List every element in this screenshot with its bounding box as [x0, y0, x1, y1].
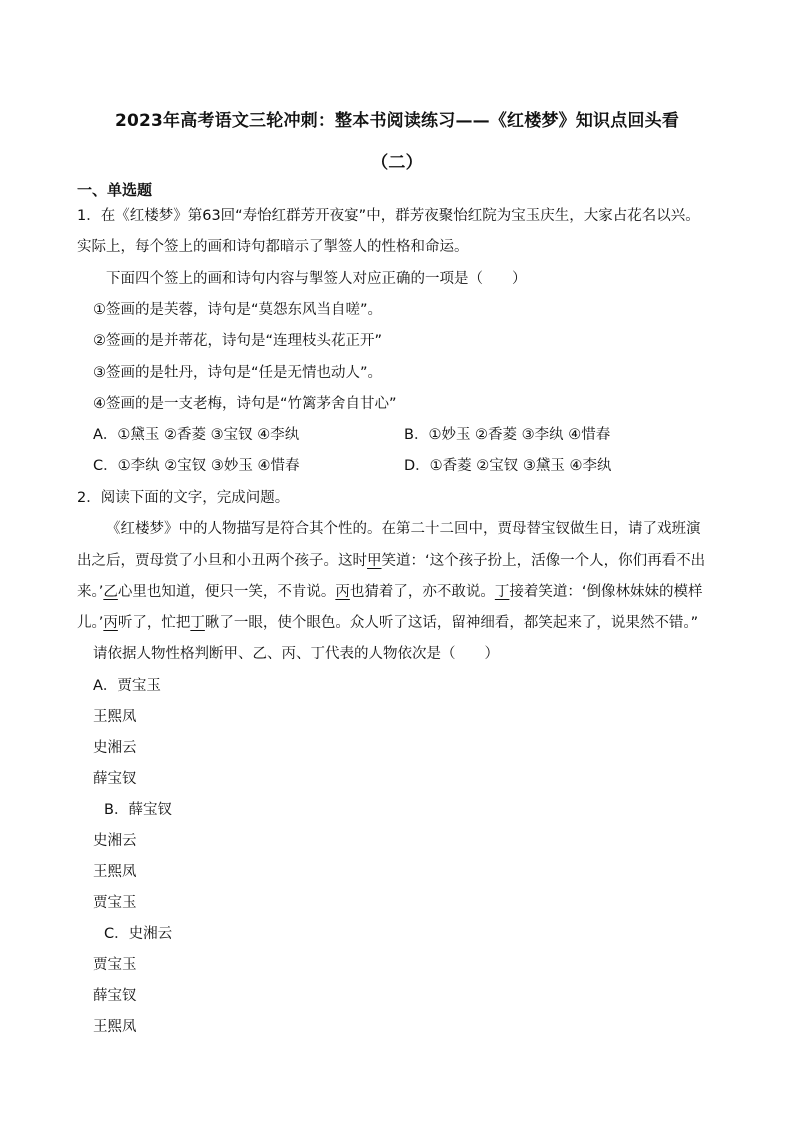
q1-option-b[interactable]: B．①妙玉 ②香菱 ③李纨 ④惜春: [404, 427, 611, 443]
q2-passage-line1: 《红楼梦》中的人物描写是符合其个性的。在第二十二回中，贾母替宝钗做生日，请了戏班演: [106, 521, 701, 537]
document-subtitle: （二）: [371, 153, 423, 173]
document-title: 2023年高考语文三轮冲刺：整本书阅读练习——《红楼梦》知识点回头看: [114, 111, 680, 131]
q1-line2: 实际上，每个签上的画和诗句都暗示了掣签人的性格和命运。: [77, 239, 469, 255]
q2-option-a-item: 史湘云: [93, 740, 137, 756]
q2-option-a-item: 薛宝钗: [93, 771, 137, 787]
q1-item-3: ③签画的是牡丹，诗句是“任是无情也动人”。: [93, 365, 383, 381]
q2-option-b-item: 史湘云: [93, 833, 137, 849]
q2-prompt: 请依据人物性格判断甲、乙、丙、丁代表的人物依次是（ ）: [93, 646, 499, 662]
q2-passage-line3: 来。’乙心里也知道，便只一笑，不肯说。丙也猜着了，亦不敢说。丁接着笑道：‘倒像林妹妹的模样: [77, 584, 703, 600]
q2-passage-line4: 儿。’丙听了，忙把丁瞅了一眼，使个眼色。众人听了这话，留神细看，都笑起来了，说果然不错。”: [77, 615, 699, 631]
q1-item-2: ②签画的是并蒂花，诗句是“连理枝头花正开”: [93, 333, 383, 349]
q1-option-d[interactable]: D．①香菱 ②宝钗 ③黛玉 ④李纨: [404, 458, 612, 474]
q2-option-a-item: 王熙凤: [93, 709, 137, 725]
q1-item-4: ④签画的是一支老梅，诗句是“竹篱茅舍自甘心”: [93, 396, 397, 412]
q2-option-b[interactable]: B．薛宝钗: [104, 802, 172, 818]
q2-option-c-item: 贾宝玉: [93, 957, 137, 973]
q1-item-1: ①签画的是芙蓉，诗句是“莫怨东风当自嗟”。: [93, 302, 383, 318]
q2-option-c[interactable]: C．史湘云: [104, 926, 173, 942]
q2-passage-line2: 出之后，贾母赏了小旦和小丑两个孩子。这时甲笑道：‘这个孩子扮上，活像一个人，你们再看不出: [77, 553, 706, 569]
q2-option-c-item: 王熙凤: [93, 1019, 137, 1035]
q2-option-c-item: 薛宝钗: [93, 988, 137, 1004]
q1-option-c[interactable]: C．①李纨 ②宝钗 ③妙玉 ④惜春: [93, 458, 300, 474]
q1-prompt: 下面四个签上的画和诗句内容与掣签人对应正确的一项是（ ）: [106, 271, 527, 287]
q1-line1: 1．在《红楼梦》第63回“寿怡红群芳开夜宴”中，群芳夜聚怡红院为宝玉庆生，大家占花名以兴。: [77, 208, 700, 224]
section-heading: 一、单选题: [77, 181, 153, 199]
q1-option-a[interactable]: A．①黛玉 ②香菱 ③宝钗 ④李纨: [93, 427, 300, 443]
q2-option-b-item: 贾宝玉: [93, 895, 137, 911]
q2-option-b-item: 王熙凤: [93, 864, 137, 880]
q2-heading: 2．阅读下面的文字，完成问题。: [77, 490, 290, 506]
q2-option-a[interactable]: A．贾宝玉: [93, 678, 161, 694]
